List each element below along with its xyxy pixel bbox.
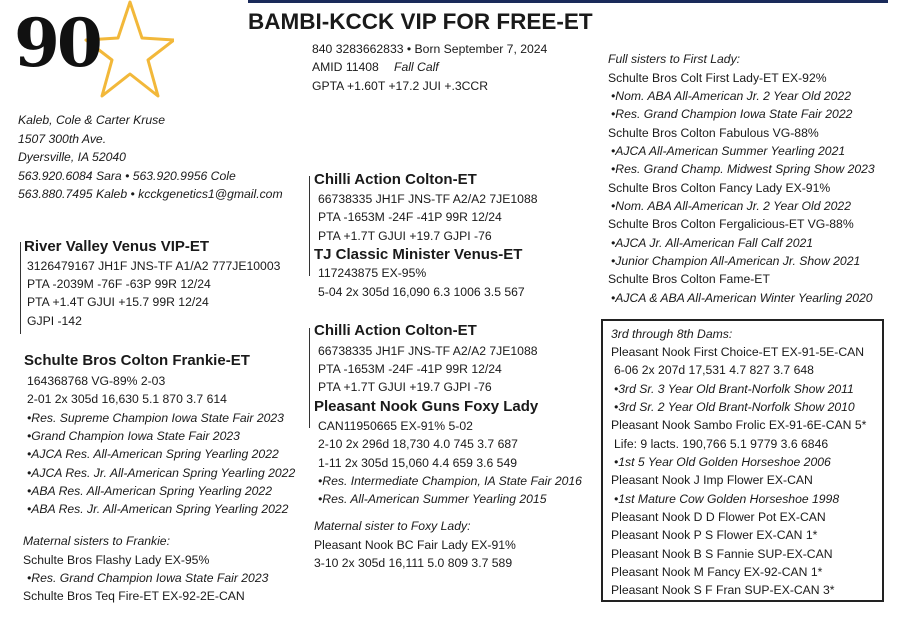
owner-phone-email: 563.880.7495 Kaleb • kcckgenetics1@gmail.com — [18, 187, 283, 201]
award-line: •3rd Sr. 2 Year Old Brant-Norfolk Show 2010 — [614, 400, 855, 414]
award-line: •Res. Grand Champion Iowa State Fair 2023 — [27, 571, 269, 585]
award-line: •AJCA Jr. All-American Fall Calf 2021 — [611, 236, 814, 250]
section-heading: Maternal sister to Foxy Lady: — [314, 519, 471, 533]
pedigree-connector — [309, 176, 310, 276]
sire-line: PTA -1653M -24F -41P 99R 12/24 — [318, 210, 502, 224]
dam-ancestor-line: Pleasant Nook First Choice-ET EX-91-5E-CAN — [611, 345, 865, 359]
dam-ancestor-line: Pleasant Nook B S Fannie SUP-EX-CAN — [611, 547, 833, 561]
owner-phone: 563.920.6084 Sara • 563.920.9956 Cole — [18, 169, 236, 183]
sister-line: Schulte Bros Colt First Lady-ET EX-92% — [608, 71, 827, 85]
dam-dam-name: Schulte Bros Colton Frankie-ET — [24, 352, 250, 369]
award-line: •Res. Grand Champion Iowa State Fair 2022 — [611, 107, 853, 121]
section-heading: Full sisters to First Lady: — [608, 52, 741, 66]
award-line: •1st 5 Year Old Golden Horseshoe 2006 — [614, 455, 831, 469]
award-line: •ABA Res. All-American Spring Yearling 2022 — [27, 484, 272, 498]
dam-ancestor-line: Pleasant Nook D D Flower Pot EX-CAN — [611, 510, 826, 524]
award-line: •1st Mature Cow Golden Horseshoe 1998 — [614, 492, 840, 506]
dam-ancestor-line: Pleasant Nook Sambo Frolic EX-91-6E-CAN 5* — [611, 418, 867, 432]
dam-ancestor-line: Pleasant Nook P S Flower EX-CAN 1* — [611, 528, 818, 542]
owner-address: 1507 300th Ave. — [18, 132, 107, 146]
sister-line: Schulte Bros Colton Fergalicious-ET VG-88% — [608, 217, 854, 231]
sister-line: Schulte Bros Colton Fame-ET — [608, 272, 770, 286]
award-line: •AJCA All-American Summer Yearling 2021 — [611, 144, 846, 158]
sister-line: Schulte Bros Flashy Lady EX-95% — [23, 553, 210, 567]
section-heading: Maternal sisters to Frankie: — [23, 534, 170, 548]
sister-line: 3-10 2x 305d 16,111 5.0 809 3.7 589 — [314, 556, 513, 570]
sister-line: Schulte Bros Teq Fire-ET EX-92-2E-CAN — [23, 589, 245, 603]
award-line: •Res. Supreme Champion Iowa State Fair 2023 — [27, 411, 284, 425]
dam-line: 3126479167 JH1F JNS-TF A1/A2 777JE10003 — [27, 259, 281, 273]
dam-ancestor-line: Pleasant Nook M Fancy EX-92-CAN 1* — [611, 565, 823, 579]
pedigree-connector — [20, 242, 21, 334]
sister-line: Schulte Bros Colton Fancy Lady EX-91% — [608, 181, 831, 195]
award-line: •Nom. ABA All-American Jr. 2 Year Old 2022 — [611, 199, 851, 213]
foxy-line: CAN11950665 EX-91% 5-02 — [318, 419, 473, 433]
sister-line: Schulte Bros Colton Fabulous VG-88% — [608, 126, 819, 140]
dam-name: River Valley Venus VIP-ET — [24, 238, 210, 255]
dam-dam-line: 2-01 2x 305d 16,630 5.1 870 3.7 614 — [27, 392, 227, 406]
award-line: •Res. Grand Champ. Midwest Spring Show 2023 — [611, 162, 875, 176]
dam-ancestor-line: Life: 9 lacts. 190,766 5.1 9779 3.6 6846 — [614, 437, 829, 451]
sire-line: PTA +1.7T GJUI +19.7 GJPI -76 — [318, 229, 492, 243]
sire-dam-name: TJ Classic Minister Venus-ET — [314, 246, 523, 263]
dam-ancestor-line: 6-06 2x 207d 17,531 4.7 827 3.7 648 — [614, 363, 814, 377]
dam-ancestor-line: Pleasant Nook J Imp Flower EX-CAN — [611, 473, 813, 487]
foxy-line: 2-10 2x 296d 18,730 4.0 745 3.7 687 — [318, 437, 518, 451]
owner-city: Dyersville, IA 52040 — [18, 150, 126, 164]
award-line: •Nom. ABA All-American Jr. 2 Year Old 2022 — [611, 89, 851, 103]
award-line: •AJCA Res. Jr. All-American Spring Yearling 2022 — [27, 466, 296, 480]
sire-dam-line: 5-04 2x 305d 16,090 6.3 1006 3.5 567 — [318, 285, 525, 299]
dam-line: GJPI -142 — [27, 314, 82, 328]
sire2-line: 66738335 JH1F JNS-TF A2/A2 7JE1088 — [318, 344, 538, 358]
award-line: •Grand Champion Iowa State Fair 2023 — [27, 429, 240, 443]
owner-name: Kaleb, Cole & Carter Kruse — [18, 113, 165, 127]
sire2-line: PTA -1653M -24F -41P 99R 12/24 — [318, 362, 502, 376]
award-line: •3rd Sr. 3 Year Old Brant-Norfolk Show 2011 — [614, 382, 854, 396]
dam-line: PTA +1.4T GJUI +15.7 99R 12/24 — [27, 295, 209, 309]
gpta-line: GPTA +1.60T +17.2 JUI +.3CCR — [312, 79, 489, 93]
sire-name: Chilli Action Colton-ET — [314, 171, 477, 188]
registration-line: 840 3283662833 • Born September 7, 2024 — [312, 42, 548, 56]
calf-class: Fall Calf — [394, 60, 439, 74]
lot-number: 90 — [14, 4, 100, 82]
sire2-name: Chilli Action Colton-ET — [314, 322, 477, 339]
award-line: •ABA Res. Jr. All-American Spring Yearling 2022 — [27, 502, 289, 516]
sire-line: 66738335 JH1F JNS-TF A2/A2 7JE1088 — [318, 192, 538, 206]
award-line: •Res. All-American Summer Yearling 2015 — [318, 492, 547, 506]
foxy-name: Pleasant Nook Guns Foxy Lady — [314, 398, 539, 415]
award-line: •AJCA & ABA All-American Winter Yearling 2020 — [611, 291, 873, 305]
foxy-line: 1-11 2x 305d 15,060 4.4 659 3.6 549 — [318, 456, 518, 470]
award-line: •Junior Champion All-American Jr. Show 2021 — [611, 254, 861, 268]
dam-dam-line: 164368768 VG-89% 2-03 — [27, 374, 166, 388]
award-line: •AJCA Res. All-American Spring Yearling 2022 — [27, 447, 279, 461]
section-heading: 3rd through 8th Dams: — [611, 327, 733, 341]
dam-ancestor-line: Pleasant Nook S F Fran SUP-EX-CAN 3* — [611, 583, 835, 597]
award-line: •Res. Intermediate Champion, IA State Fair 2016 — [318, 474, 582, 488]
amid: AMID 11408 — [312, 60, 379, 74]
dam-line: PTA -2039M -76F -63P 99R 12/24 — [27, 277, 211, 291]
sire-dam-line: 117243875 EX-95% — [318, 266, 427, 280]
page-title: BAMBI-KCCK VIP FOR FREE-ET — [248, 9, 593, 34]
sire2-line: PTA +1.7T GJUI +19.7 GJPI -76 — [318, 380, 492, 394]
title-rule — [248, 0, 888, 3]
sister-line: Pleasant Nook BC Fair Lady EX-91% — [314, 538, 516, 552]
pedigree-connector — [309, 328, 310, 428]
